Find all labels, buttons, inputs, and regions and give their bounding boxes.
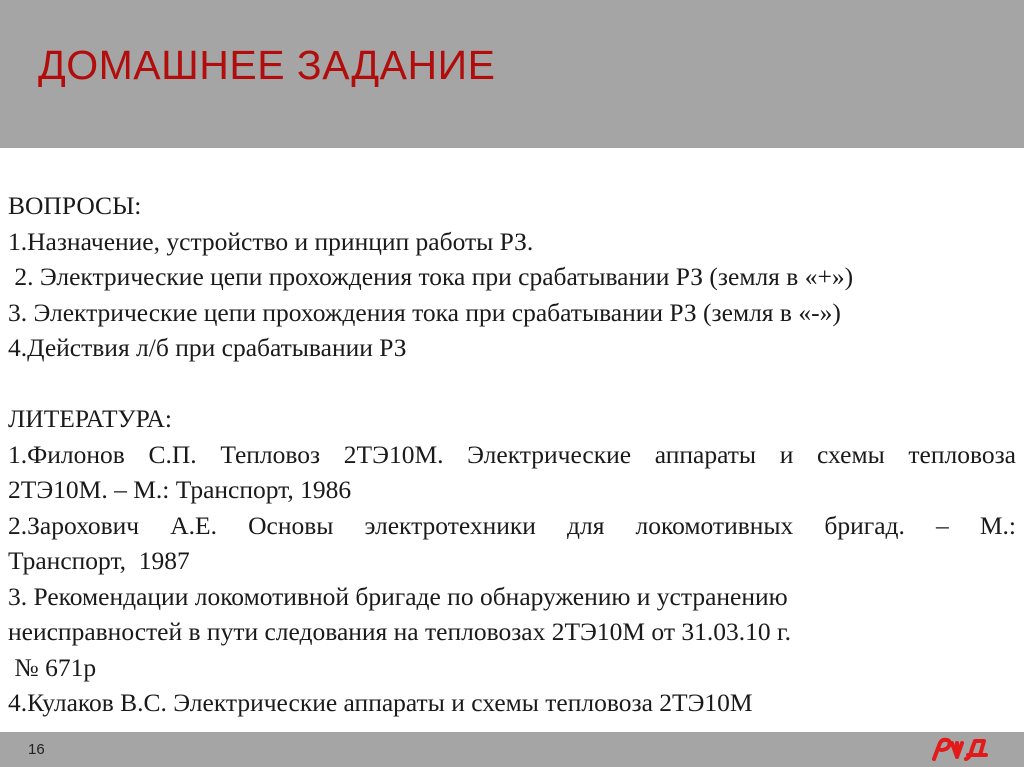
spacer xyxy=(8,366,1016,402)
literature-line-1: 1.Филонов С.П. Тепловоз 2ТЭ10М. Электрические аппараты и схемы тепловоза xyxy=(8,439,1016,469)
literature-line-4: Транспорт, 1987 xyxy=(8,546,190,575)
question-item-2: 2. Электрические цепи прохождения тока при срабатывании РЗ (земля в «+») xyxy=(8,262,854,291)
literature-line-6: неисправностей в пути следования на тепловозах 2ТЭ10М от 31.03.10 г. xyxy=(8,617,791,646)
question-item-3: 3. Электрические цепи прохождения тока при срабатывании РЗ (земля в «-») xyxy=(8,297,841,327)
header-band xyxy=(0,0,1024,148)
question-item-4: 4.Действия л/б при срабатывании РЗ xyxy=(8,333,407,362)
slide-title: ДОМАШНЕЕ ЗАДАНИЕ xyxy=(38,42,496,88)
literature-line-2: 2ТЭ10М. – М.: Транспорт, 1986 xyxy=(8,475,352,504)
questions-heading: ВОПРОСЫ: xyxy=(8,191,142,220)
page-number: 16 xyxy=(28,741,45,758)
literature-line-3: 2.Зарохович А.Е. Основы электротехники для локомотивных бригад. – М.: xyxy=(8,510,1016,540)
question-item-1: 1.Назначение, устройство и принцип работы РЗ. xyxy=(8,226,534,256)
literature-line-7: № 671р xyxy=(8,652,97,682)
rzd-logo-icon xyxy=(928,735,992,763)
slide-body xyxy=(8,188,1016,721)
footer-band xyxy=(0,732,1024,767)
literature-line-5: 3. Рекомендации локомотивной бригаде по обнаружению и устранению xyxy=(8,581,788,611)
literature-heading: ЛИТЕРАТУРА: xyxy=(8,404,173,433)
literature-line-8: 4.Кулаков В.С. Электрические аппараты и схемы тепловоза 2ТЭ10М xyxy=(8,688,753,717)
